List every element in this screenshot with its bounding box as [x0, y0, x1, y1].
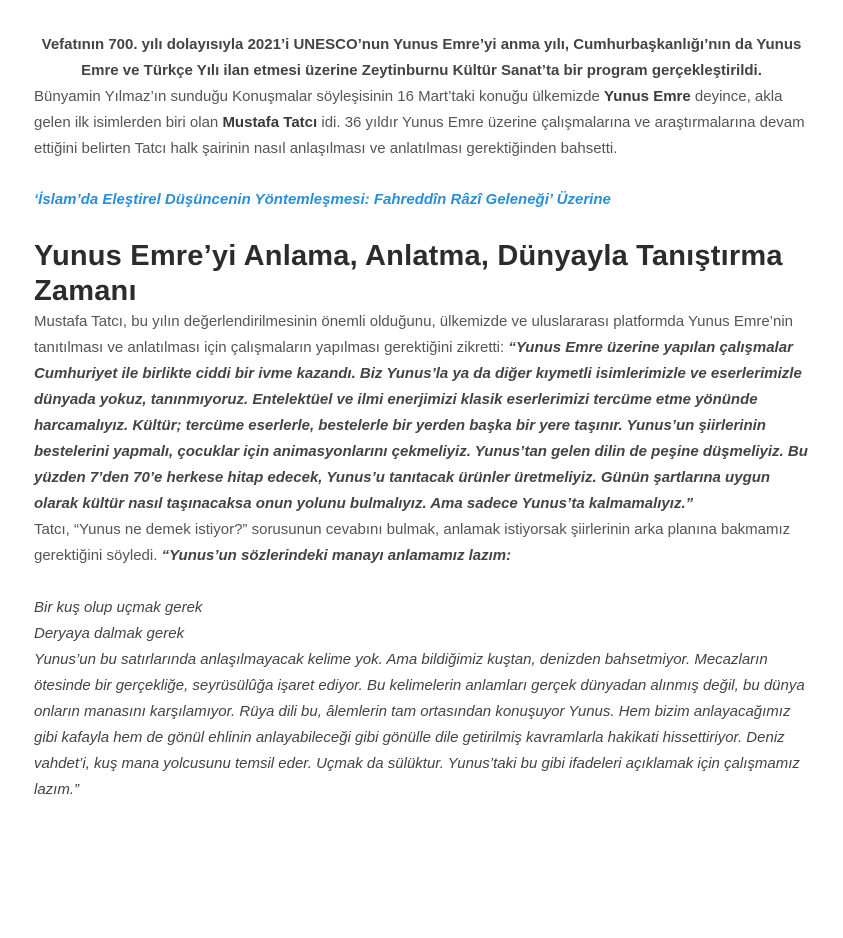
paragraph-3-quote: “Yunus’un sözlerindeki manayı anlamamız lazım: [161, 547, 512, 564]
intro-paragraph [34, 84, 809, 162]
intro-text-2: deyince, akla gelen ilk isimlerden biri olan [34, 88, 783, 131]
intro-text-3: idi. 36 yıldır Yunus Emre üzerine çalışmalarına ve araştırmalarına devam ettiğini belirten Tatcı halk şairinin nasıl anlaşılması ve anlatılması gerektiğinden bahsetti. [34, 114, 805, 157]
section-heading: Yunus Emre’yi Anlama, Anlatma, Dünyayla Tanıştırma Zamanı [34, 240, 783, 307]
paragraph-3-text: Tatcı, “Yunus ne demek istiyor?” sorusunun cevabını bulmak, anlamak istiyorsak şiirlerinin arka planına bakmamız gerektiğini söyledi. [34, 521, 791, 564]
article-body [0, 32, 843, 938]
paragraph-verse-explanation: Yunus’un bu satırlarında anlaşılmayacak kelime yok. Ama bildiğimiz kuştan, denizden bahsetmiyor. Mecazların ötesinde bir gerçekliğe, seyrüsülûğa işaret ediyor. Bu kelimelerin anlamları gerçek dünyadan alınmış değil, bu dünya onların manasını karşılamıyor. Rüya dili bu, âlemlerin tam ortasından konuşuyor Yunus. Hem bizim anlayacağımız gibi kafayla hem de gönül ehlinin anlayabileceği gibi gönülle dile getirilmiş kavramlarla hakikati hissettiriyor. Deniz vahdet’i, kuş mana yolcusunu temsil eder. Uçmak da sülüktur. Yunus’taki bu gibi ifadeleri açıklamak için çalışmamız lazım.” [34, 651, 805, 798]
paragraph-yunus-question [34, 517, 809, 569]
paragraph-2-text: Mustafa Tatcı, bu yılın değerlendirilmesinin önemli olduğunu, ülkemizde ve uluslararası platformda Yunus Emre’nin tanıtılması ve anlatılması için çalışmaların yapılması gerektiğini zikretti: [34, 313, 794, 356]
intro-text-1: Bünyamin Yılmaz’ın sunduğu Konuşmalar söyleşisinin 16 Mart’taki konuğu ülkemizde [34, 88, 605, 105]
verse-line: Bir kuş olup uçmak gerek [34, 599, 203, 616]
article-lead: Vefatının 700. yılı dolayısıyla 2021’i UNESCO’nun Yunus Emre’yi anma yılı, Cumhurbaşkanlığı’nın da Yunus Emre ve Türkçe Yılı ilan etmesi üzerine Zeytinburnu Kültür Sanat’ta bir program gerçekleştirildi. [41, 36, 802, 79]
intro-bold-mustafa-tatci: Mustafa Tatcı [222, 114, 318, 131]
paragraph-tatci-quote [34, 309, 809, 517]
paragraph-2-quote: “Yunus Emre üzerine yapılan çalışmalar Cumhuriyet ile birlikte ciddi bir ivme kazandı. Biz Yunus’la ya da diğer kıymetli isimlerimizle ve eserlerimizle dünyada yokuz, tanınmıyoruz. Entelektüel ve ilmi enerjimizi klasik eserlerimizi tercüme etme yönünde harcamalıyız. Kültür; tercüme eserlerle, bestelerle bir yerden başka bir yere taşınır. Yunus’un şiirlerinin bestelerini yapmalı, çocuklar için animasyonlarını çekmeliyiz. Yunus’tan gelen dilin de peşine düşmeliyiz. Bu yüzden 7’den 70’e herkese hitap edecek, Yunus’u tanıtacak ürünler üretmeliyiz. Günün şartlarına uygun olarak kültür nasıl taşınacaksa onun yolunu bulmalıyız. Ama sadece Yunus’ta kalmamalıyız.” [34, 339, 808, 512]
verse-block [34, 595, 809, 647]
intro-bold-yunus-emre: Yunus Emre [604, 88, 691, 105]
verse-line: Deryaya dalmak gerek [34, 625, 185, 642]
related-article-link[interactable]: ‘İslam’da Eleştirel Düşüncenin Yöntemleşmesi: Fahreddîn Râzî Geleneği’ Üzerine [34, 191, 611, 208]
